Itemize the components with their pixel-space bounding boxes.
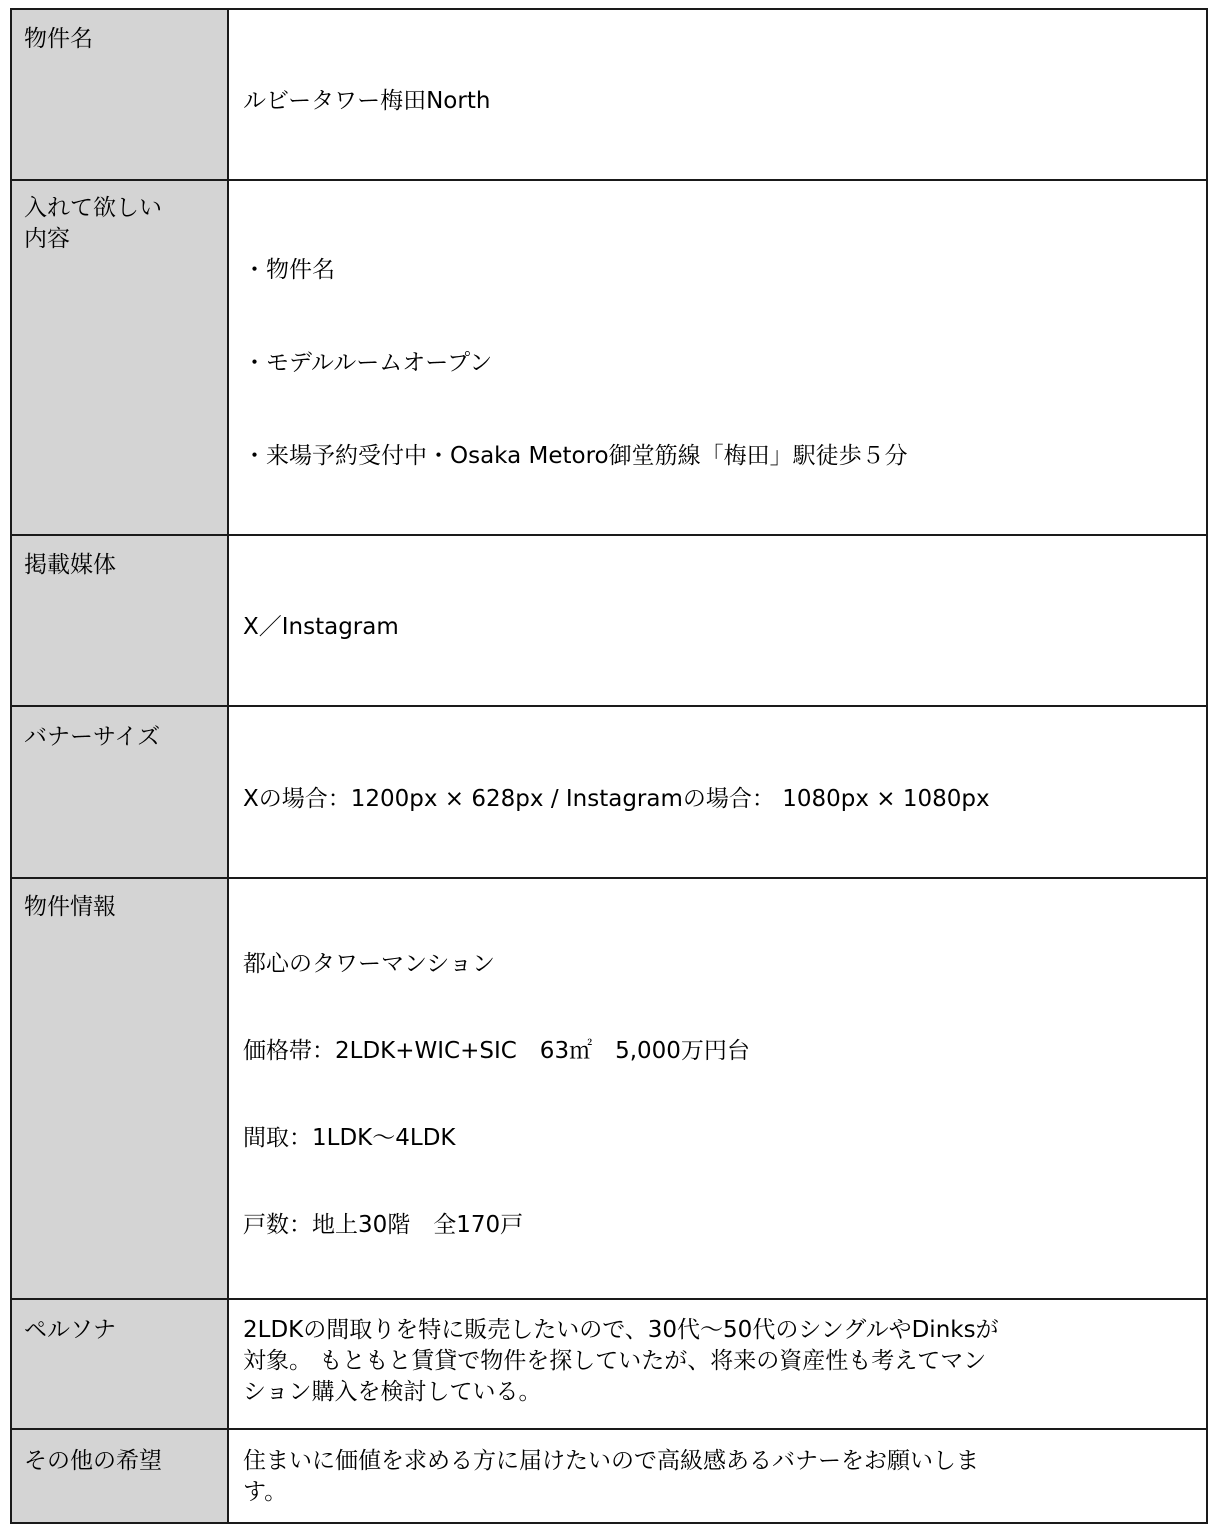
- row-media: [11, 535, 1207, 706]
- row-label: ペルソナ: [24, 1317, 116, 1343]
- property-brief-table: [10, 8, 1208, 1524]
- value-line: 価格帯：2LDK+WIC+SIC 63㎡ 5,000万円台: [243, 1038, 750, 1064]
- row-persona: [11, 1299, 1207, 1429]
- value-cell: [228, 706, 1207, 878]
- value-cell: [228, 535, 1207, 706]
- label-cell: [11, 180, 228, 535]
- label-cell: [11, 878, 228, 1299]
- value-line: ルビータワー梅田North: [243, 88, 491, 114]
- value-line: 戸数：地上30階 全170戸: [243, 1212, 524, 1238]
- row-property-info: [11, 878, 1207, 1299]
- label-cell: [11, 535, 228, 706]
- label-cell: [11, 9, 228, 180]
- value-line: 2LDKの間取りを特に販売したいので、30代〜50代のシングルやDinksが: [243, 1317, 999, 1343]
- value-cell: [228, 1429, 1207, 1523]
- value-line: ・物件名: [243, 257, 335, 283]
- label-cell: [11, 1299, 228, 1429]
- value-line: X／Instagram: [243, 614, 399, 640]
- row-label: その他の希望: [24, 1448, 162, 1474]
- label-cell: [11, 706, 228, 878]
- row-other-requests: [11, 1429, 1207, 1523]
- value-line: ・来場予約受付中・Osaka Metoro御堂筋線「梅田」駅徒歩５分: [243, 443, 908, 469]
- value-line: Xの場合：1200px × 628px / Instagramの場合： 1080px × 1080px: [243, 786, 990, 812]
- row-label: 入れて欲しい 内容: [24, 195, 162, 252]
- row-banner-size: [11, 706, 1207, 878]
- value-line: ション購入を検討している。: [243, 1379, 542, 1405]
- row-label: 物件情報: [24, 894, 116, 920]
- row-property-name: [11, 9, 1207, 180]
- value-line: 間取：1LDK〜4LDK: [243, 1125, 456, 1151]
- label-cell: [11, 1429, 228, 1523]
- value-cell: [228, 9, 1207, 180]
- value-cell: [228, 180, 1207, 535]
- value-line: 対象。 もともと賃貸で物件を探していたが、将来の資産性も考えてマン: [243, 1348, 987, 1374]
- value-line: 都心のタワーマンション: [243, 951, 495, 977]
- value-line: 住まいに価値を求める方に届けたいので高級感あるバナーをお願いしま: [243, 1448, 979, 1474]
- value-cell: [228, 878, 1207, 1299]
- row-label: バナーサイズ: [24, 724, 161, 750]
- value-line: ・モデルルームオープン: [243, 350, 493, 376]
- row-desired-content: [11, 180, 1207, 535]
- value-cell: [228, 1299, 1207, 1429]
- value-line: す。: [243, 1479, 288, 1505]
- row-label: 物件名: [24, 26, 93, 52]
- row-label: 掲載媒体: [24, 552, 116, 578]
